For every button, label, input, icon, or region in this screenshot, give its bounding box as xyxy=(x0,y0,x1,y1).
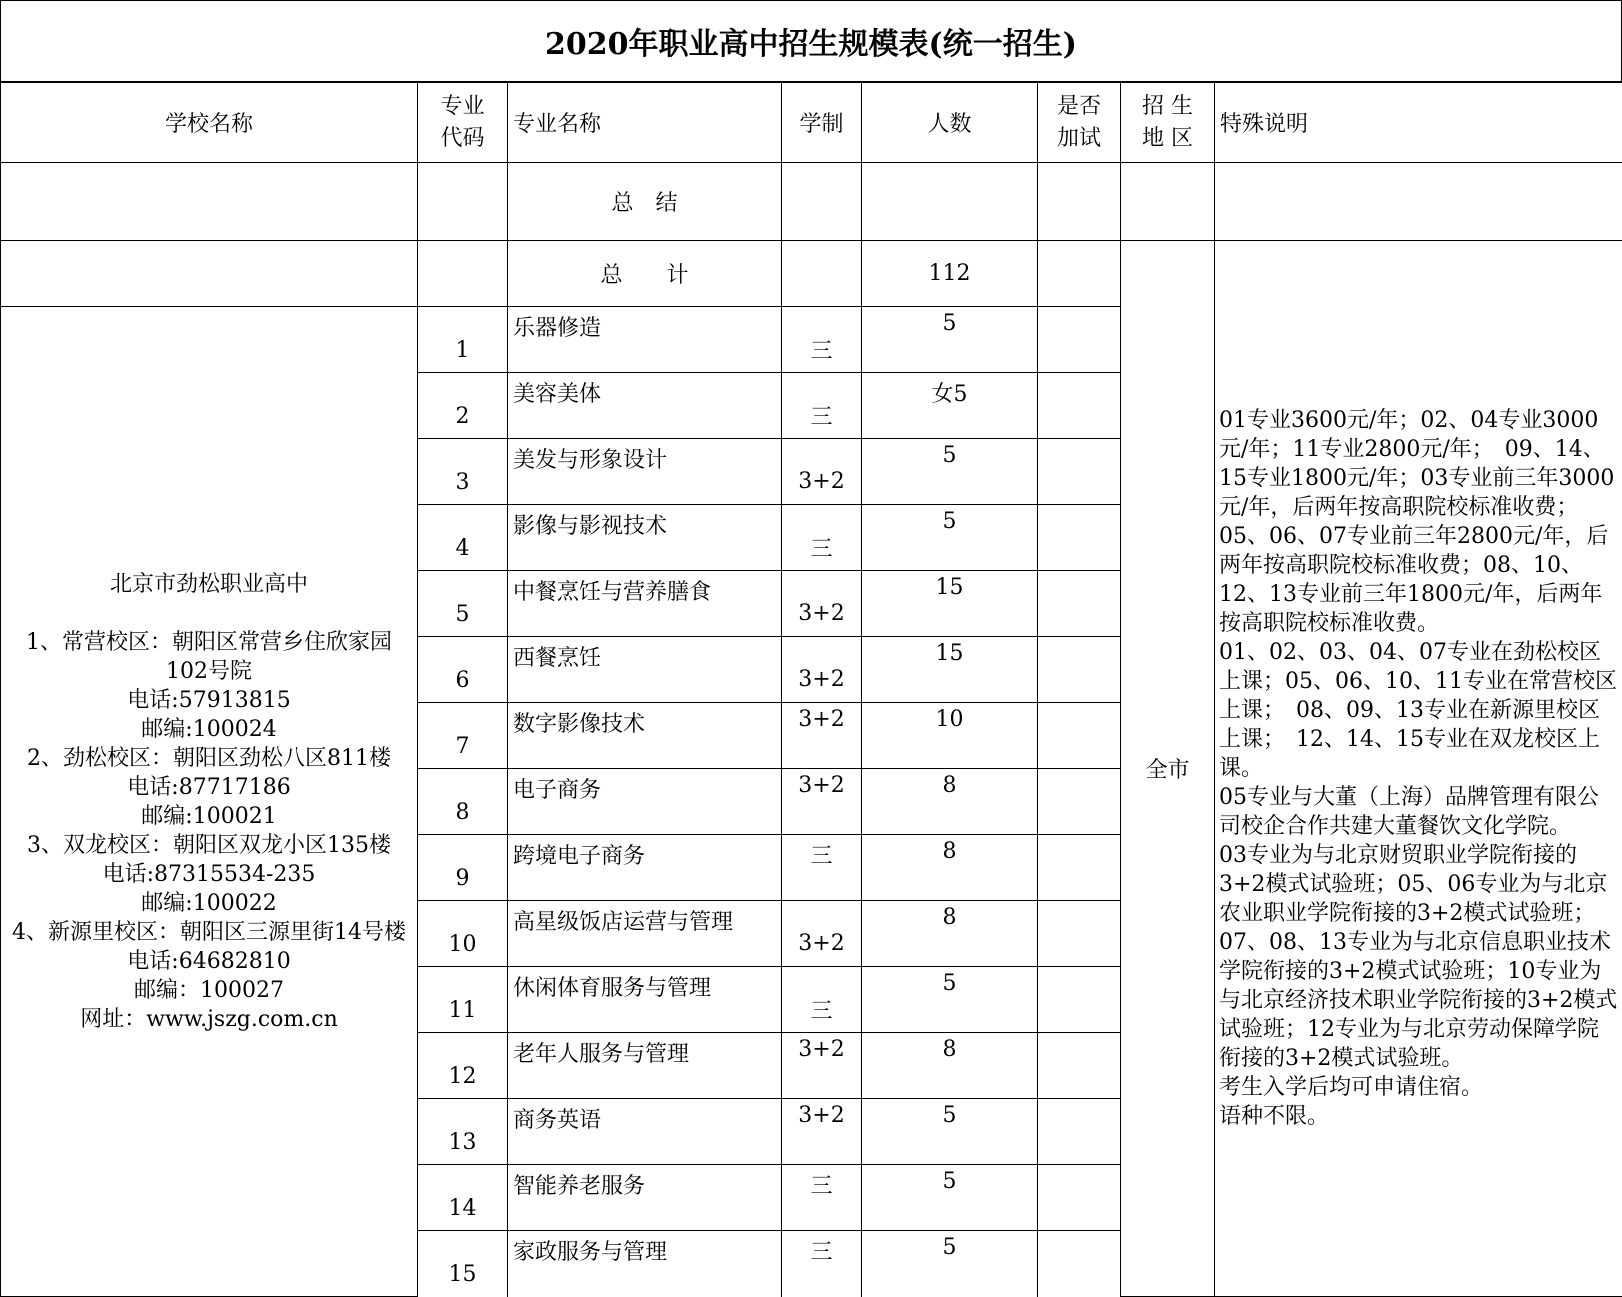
major-exam-cell xyxy=(1038,901,1121,967)
major-duration: 3+2 xyxy=(782,703,862,769)
major-code: 12 xyxy=(418,1033,508,1099)
major-exam-cell xyxy=(1038,439,1121,505)
header-region xyxy=(1121,83,1215,163)
major-count: 5 xyxy=(862,1099,1038,1165)
major-count: 10 xyxy=(862,703,1038,769)
school-info-line: 3、双龙校区：朝阳区双龙小区135楼 xyxy=(1,831,417,860)
note-paragraph: 03专业为与北京财贸职业学院衔接的3+2模式试验班；05、06专业为与北京农业职业学院衔接的3+2模式试验班；07、08、13专业为与北京信息职业技术学院衔接的3+2模式试验班；10专业为与北京经济技术职业学院衔接的3+2模式试验班；12专业为与北京劳动保障学院衔接的3+2模式试验班。 xyxy=(1219,841,1618,1073)
major-exam-cell xyxy=(1038,703,1121,769)
total-count: 112 xyxy=(862,241,1038,307)
major-exam-cell xyxy=(1038,571,1121,637)
major-count: 8 xyxy=(862,835,1038,901)
header-major: 专业名称 xyxy=(508,83,782,163)
header-duration: 学制 xyxy=(782,83,862,163)
summary-exam-cell xyxy=(1038,163,1121,241)
major-code: 13 xyxy=(418,1099,508,1165)
major-exam-cell xyxy=(1038,967,1121,1033)
major-count: 5 xyxy=(862,505,1038,571)
header-row xyxy=(1,83,1622,163)
major-exam-cell xyxy=(1038,307,1121,373)
major-duration: 3+2 xyxy=(782,1033,862,1099)
major-count: 5 xyxy=(862,1231,1038,1297)
major-count: 8 xyxy=(862,1033,1038,1099)
major-duration: 三 xyxy=(782,835,862,901)
summary-school-cell xyxy=(1,163,418,241)
summary-count-cell xyxy=(862,163,1038,241)
major-count: 8 xyxy=(862,769,1038,835)
major-name: 乐器修造 xyxy=(508,307,782,373)
school-info-line: 电话:87315534-235 xyxy=(1,860,417,889)
major-exam-cell xyxy=(1038,373,1121,439)
summary-region-cell xyxy=(1121,163,1215,241)
major-name: 美容美体 xyxy=(508,373,782,439)
header-code xyxy=(418,83,508,163)
major-exam-cell xyxy=(1038,505,1121,571)
major-duration: 3+2 xyxy=(782,571,862,637)
major-duration: 3+2 xyxy=(782,439,862,505)
major-name: 西餐烹饪 xyxy=(508,637,782,703)
school-info-line: 北京市劲松职业高中 xyxy=(1,570,417,599)
major-exam-cell xyxy=(1038,637,1121,703)
major-duration: 三 xyxy=(782,307,862,373)
school-info-line: 电话:87717186 xyxy=(1,773,417,802)
header-notes: 特殊说明 xyxy=(1215,83,1622,163)
header-code-line2: 代码 xyxy=(418,123,507,155)
summary-notes-cell xyxy=(1215,163,1622,241)
major-code: 15 xyxy=(418,1231,508,1297)
school-info-line: 邮编:100024 xyxy=(1,715,417,744)
major-count: 女5 xyxy=(862,373,1038,439)
school-info-line xyxy=(1,599,417,628)
major-code: 14 xyxy=(418,1165,508,1231)
major-exam-cell xyxy=(1038,835,1121,901)
major-name: 跨境电子商务 xyxy=(508,835,782,901)
major-count: 8 xyxy=(862,901,1038,967)
header-region-line1: 招 生 xyxy=(1121,91,1214,123)
summary-row xyxy=(1,163,1622,241)
school-info-cell xyxy=(1,307,418,1297)
total-duration-cell xyxy=(782,241,862,307)
summary-duration-cell xyxy=(782,163,862,241)
school-info-line: 102号院 xyxy=(1,657,417,686)
total-school-cell xyxy=(1,241,418,307)
major-name: 老年人服务与管理 xyxy=(508,1033,782,1099)
summary-label: 总 结 xyxy=(508,163,782,241)
school-info-line: 邮编：100027 xyxy=(1,976,417,1005)
major-name: 智能养老服务 xyxy=(508,1165,782,1231)
major-exam-cell xyxy=(1038,1231,1121,1297)
major-duration: 三 xyxy=(782,505,862,571)
major-exam-cell xyxy=(1038,769,1121,835)
header-exam-line1: 是否 xyxy=(1038,91,1120,123)
school-info-line: 网址：www.jszg.com.cn xyxy=(1,1005,417,1034)
major-code: 5 xyxy=(418,571,508,637)
major-name: 商务英语 xyxy=(508,1099,782,1165)
major-duration: 3+2 xyxy=(782,1099,862,1165)
page-title: 2020年职业高中招生规模表(统一招生) xyxy=(0,0,1622,82)
school-info-line: 电话:57913815 xyxy=(1,686,417,715)
enrollment-table xyxy=(0,82,1622,1297)
note-paragraph: 考生入学后均可申请住宿。 xyxy=(1219,1073,1618,1102)
school-info-line: 4、新源里校区：朝阳区三源里街14号楼 xyxy=(1,918,417,947)
total-exam-cell xyxy=(1038,241,1121,307)
major-count: 5 xyxy=(862,967,1038,1033)
major-count: 15 xyxy=(862,571,1038,637)
note-paragraph: 05专业与大董（上海）品牌管理有限公司校企合作共建大董餐饮文化学院。 xyxy=(1219,783,1618,841)
note-paragraph: 语种不限。 xyxy=(1219,1102,1618,1131)
major-code: 6 xyxy=(418,637,508,703)
major-count: 15 xyxy=(862,637,1038,703)
major-code: 2 xyxy=(418,373,508,439)
school-info-line: 邮编:100021 xyxy=(1,802,417,831)
major-code: 7 xyxy=(418,703,508,769)
major-duration: 3+2 xyxy=(782,901,862,967)
region-cell: 全市 xyxy=(1121,241,1215,1297)
major-code: 4 xyxy=(418,505,508,571)
summary-code-cell xyxy=(418,163,508,241)
major-name: 影像与影视技术 xyxy=(508,505,782,571)
major-code: 1 xyxy=(418,307,508,373)
major-code: 8 xyxy=(418,769,508,835)
note-paragraph: 01专业3600元/年；02、04专业3000元/年；11专业2800元/年； 09、14、15专业1800元/年；03专业前三年3000元/年，后两年按高职院校标准收费；05、06、07专业前三年2800元/年，后两年按高职院校标准收费；08、10、12、13专业前三年1800元/年，后两年按高职院校标准收费。 xyxy=(1219,406,1618,638)
major-count: 5 xyxy=(862,1165,1038,1231)
school-info-line: 1、常营校区：朝阳区常营乡住欣家园 xyxy=(1,628,417,657)
total-row xyxy=(1,241,1622,307)
major-name: 美发与形象设计 xyxy=(508,439,782,505)
major-code: 10 xyxy=(418,901,508,967)
major-name: 休闲体育服务与管理 xyxy=(508,967,782,1033)
total-code-cell xyxy=(418,241,508,307)
major-exam-cell xyxy=(1038,1165,1121,1231)
major-name: 家政服务与管理 xyxy=(508,1231,782,1297)
school-info-line: 邮编:100022 xyxy=(1,889,417,918)
major-name: 电子商务 xyxy=(508,769,782,835)
total-label: 总 计 xyxy=(508,241,782,307)
major-duration: 三 xyxy=(782,1231,862,1297)
school-info-line: 2、劲松校区：朝阳区劲松八区811楼 xyxy=(1,744,417,773)
note-paragraph: 01、02、03、04、07专业在劲松校区上课；05、06、10、11专业在常营校区上课； 08、09、13专业在新源里校区上课； 12、14、15专业在双龙校区上课。 xyxy=(1219,638,1618,783)
header-region-line2: 地 区 xyxy=(1121,123,1214,155)
major-duration: 三 xyxy=(782,1165,862,1231)
major-duration: 三 xyxy=(782,373,862,439)
major-name: 高星级饭店运营与管理 xyxy=(508,901,782,967)
major-exam-cell xyxy=(1038,1033,1121,1099)
major-duration: 三 xyxy=(782,967,862,1033)
header-school: 学校名称 xyxy=(1,83,418,163)
notes-cell xyxy=(1215,241,1622,1297)
header-exam xyxy=(1038,83,1121,163)
major-name: 数字影像技术 xyxy=(508,703,782,769)
major-duration: 3+2 xyxy=(782,637,862,703)
major-name: 中餐烹饪与营养膳食 xyxy=(508,571,782,637)
header-code-line1: 专业 xyxy=(418,91,507,123)
major-code: 3 xyxy=(418,439,508,505)
header-count: 人数 xyxy=(862,83,1038,163)
major-code: 9 xyxy=(418,835,508,901)
major-duration: 3+2 xyxy=(782,769,862,835)
major-exam-cell xyxy=(1038,1099,1121,1165)
major-code: 11 xyxy=(418,967,508,1033)
header-exam-line2: 加试 xyxy=(1038,123,1120,155)
major-count: 5 xyxy=(862,307,1038,373)
school-info-line: 电话:64682810 xyxy=(1,947,417,976)
major-count: 5 xyxy=(862,439,1038,505)
